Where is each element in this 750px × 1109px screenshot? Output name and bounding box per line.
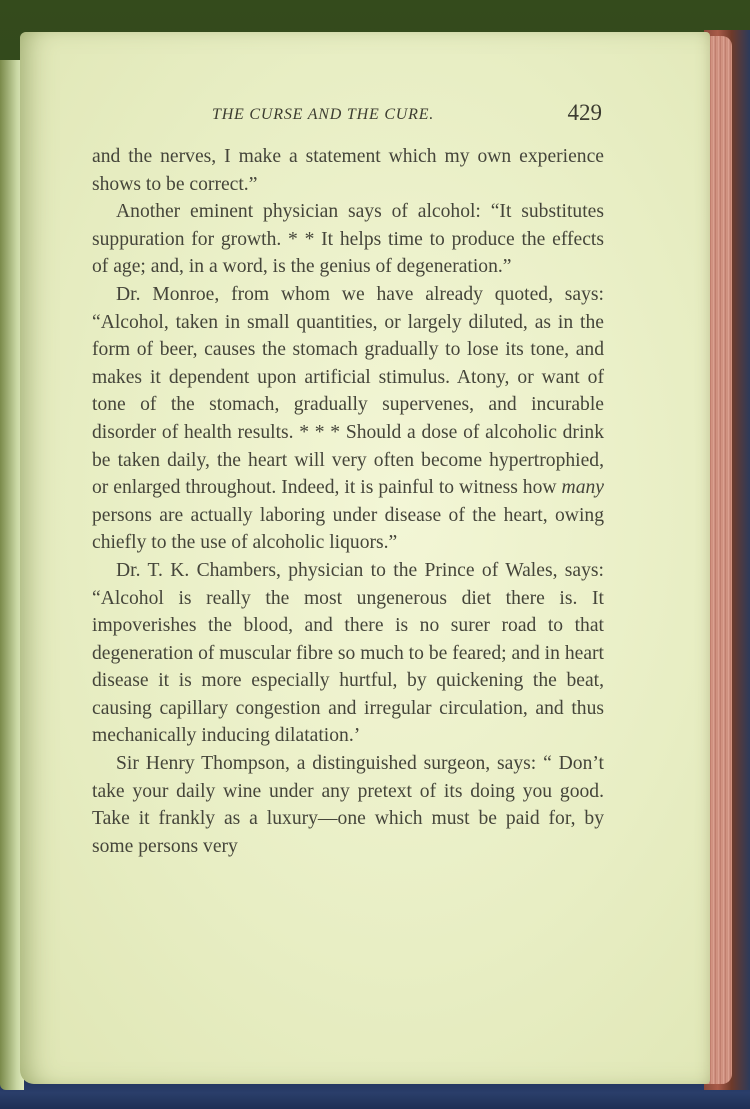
page-header [92, 100, 602, 134]
paragraph-dr-monroe [92, 281, 604, 557]
page-body [92, 143, 604, 860]
paragraph-eminent-physician: Another eminent physician says of alcohol: “It substitutes suppuration for growth. * * It helps time to produce the effects of age; and, in a word, is the genius of degeneration.” [92, 201, 604, 278]
emphasized-word: many [561, 477, 604, 499]
paragraph-dr-chambers: Dr. T. K. Chambers, physician to the Prince of Wales, says: “Alcohol is really the most ungenerous diet there is. It impoverishes the blood, and there is no surer road to that degeneration of muscular fibre so much to be feared; and in heart disease it is more especially hurtful, by quickening the beat, causing capillary congestion and irregular circulation, and thus mechanically inducing dilatation.’ [92, 559, 604, 747]
paragraph-text: Dr. Monroe, from whom we have already quoted, says: “Alcohol, taken in small quantities, or largely diluted, as in the form of beer, causes the stomach gradually to lose its tone, and makes it dependent upon artificial stimulus. Atony, or want of tone of the stomach, gradually supervenes, and incurable disorder of health results. * * * Should a dose of alcoholic drink be taken daily, the heart will very often become hypertrophied, or enlarged throughout. Indeed, it is painful to witness how [92, 283, 604, 499]
paragraph-continuation: and the nerves, I make a statement which my own experience shows to be correct.” [92, 146, 604, 195]
running-head: THE CURSE AND THE CURE. [212, 106, 435, 123]
page-number: 429 [567, 100, 602, 125]
paragraph-text-continued: persons are actually laboring under disease of the heart, owing chiefly to the use of alcoholic liquors.” [92, 504, 604, 554]
paragraph-sir-henry-thompson: Sir Henry Thompson, a distinguished surgeon, says: “ Don’t take your daily wine under any pretext of its doing you good. Take it frankly as a luxury—one which must be paid for, by some persons very [92, 753, 604, 857]
